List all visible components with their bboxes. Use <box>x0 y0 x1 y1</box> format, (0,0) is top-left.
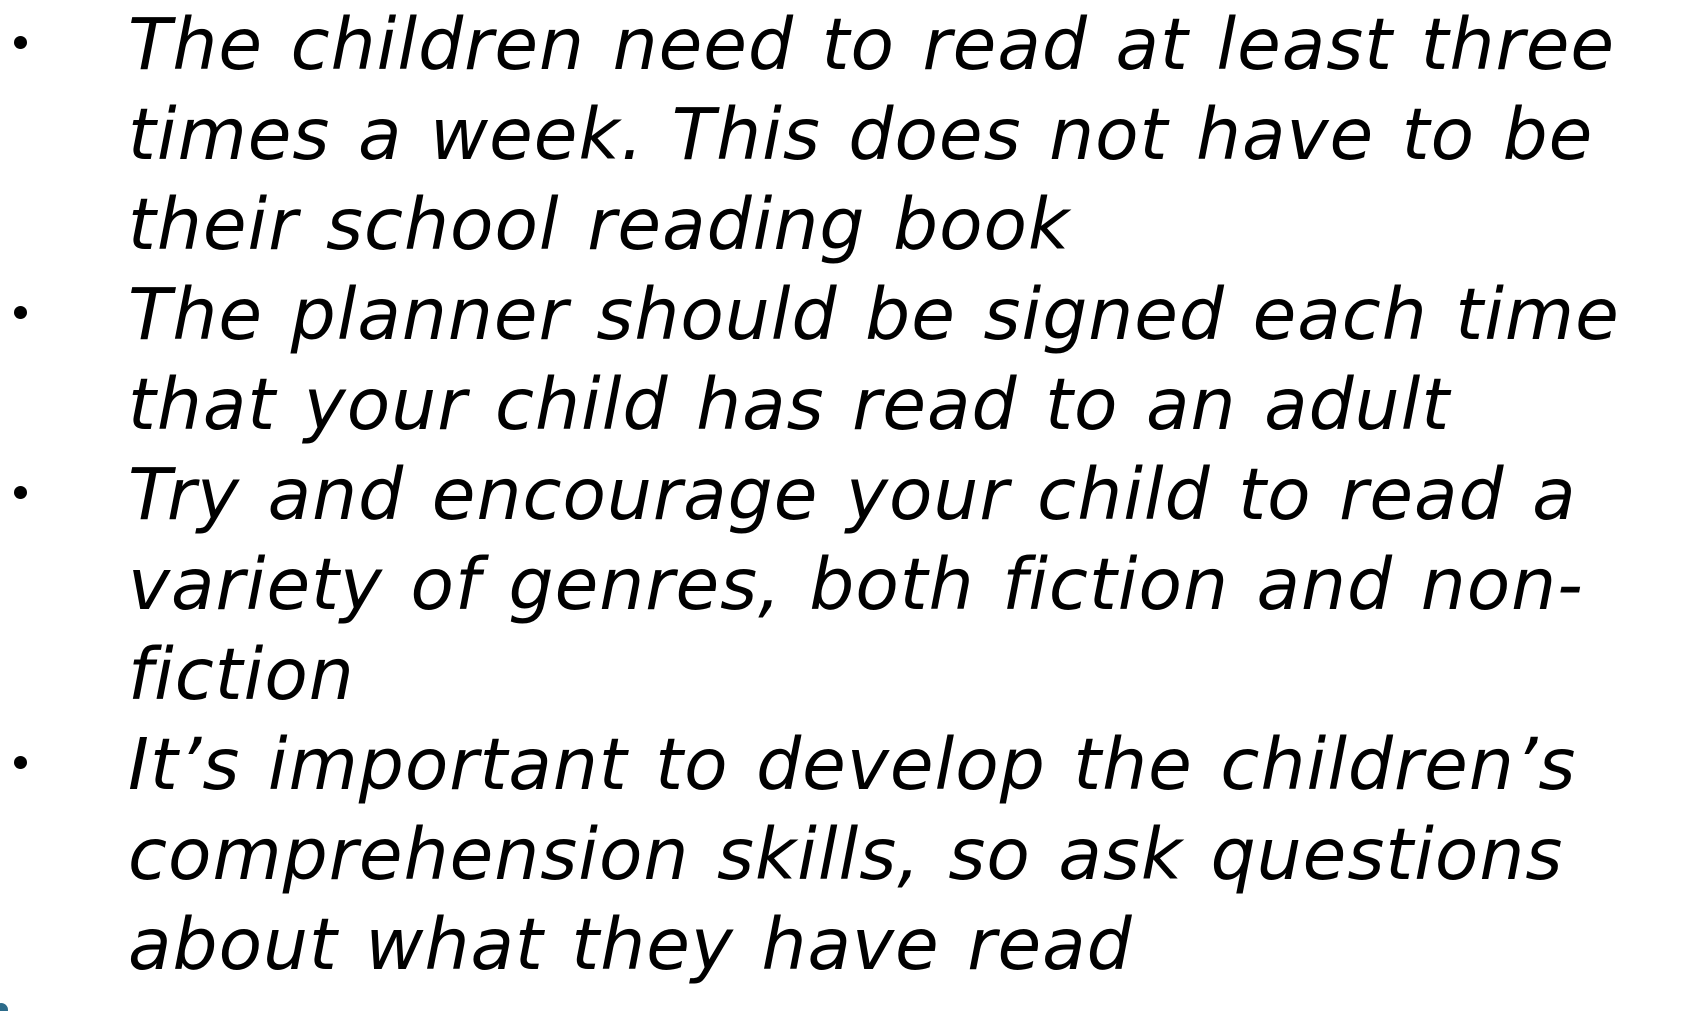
bullet-text-line: fiction <box>128 633 355 716</box>
corner-decoration <box>0 1003 8 1011</box>
bullet-icon <box>14 36 27 49</box>
bullet-item-reading-frequency <box>0 0 1694 270</box>
bullet-icon <box>14 486 27 499</box>
bullet-icon <box>14 756 27 769</box>
bullet-text-line: times a week. This does not have to be <box>128 93 1594 176</box>
bullet-text-line: Try and encourage your child to read a <box>128 453 1577 536</box>
bullet-item-comprehension-skills <box>0 720 1694 990</box>
bullet-text-line: about what they have read <box>128 903 1133 986</box>
bullet-text-line: that your child has read to an adult <box>128 363 1451 446</box>
bullet-text-line: their school reading book <box>128 183 1071 266</box>
bullet-text-line: The planner should be signed each time <box>128 273 1620 356</box>
bullet-text-line: It’s important to develop the children’s <box>128 723 1577 806</box>
bullet-icon <box>14 306 27 319</box>
bullet-text-line: comprehension skills, so ask questions <box>128 813 1564 896</box>
bullet-text-line: The children need to read at least three <box>128 3 1616 86</box>
bullet-text-line: variety of genres, both fiction and non- <box>128 543 1584 626</box>
bullet-item-variety-of-genres <box>0 450 1694 720</box>
bullet-item-planner-signing <box>0 270 1694 450</box>
